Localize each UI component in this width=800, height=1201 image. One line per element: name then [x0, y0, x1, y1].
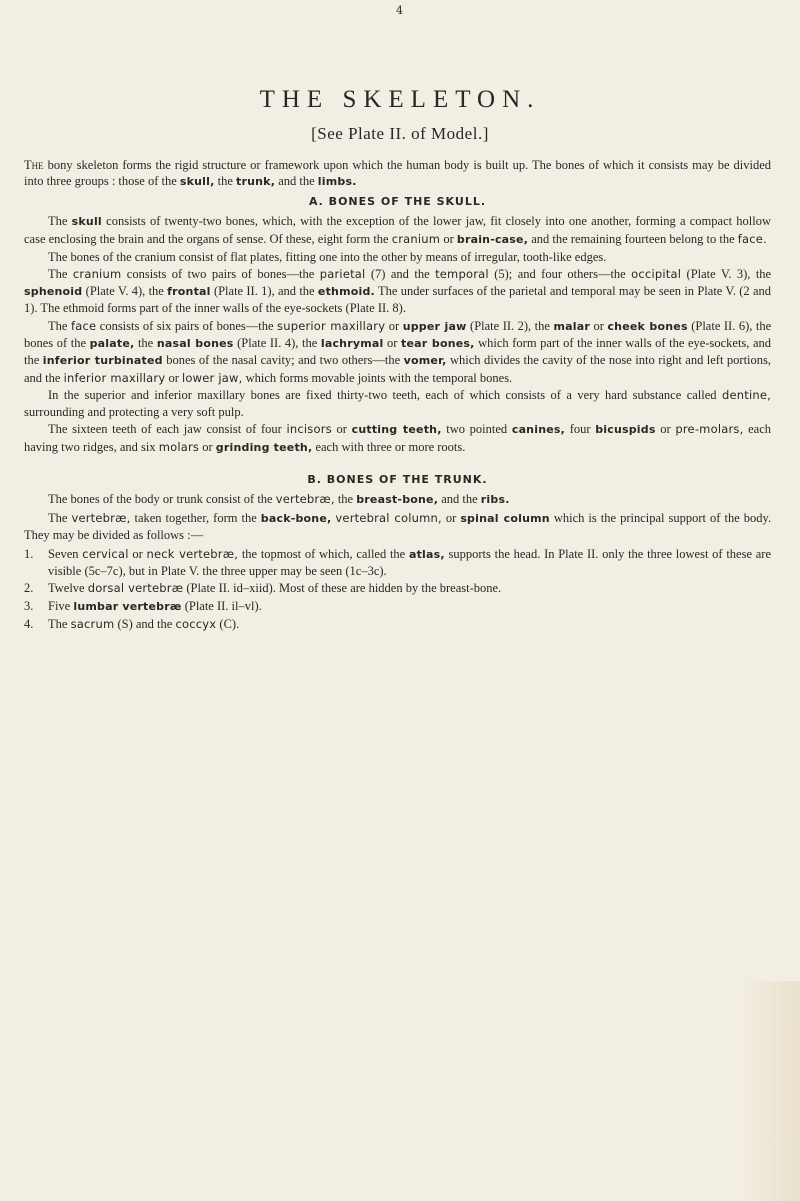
cranium-paragraph: The cranium consists of two pairs of bones—the parietal (7) and the temporal (5); and four others—the occipital (Plate V. 3), the sphenoid (Plate V. 4), the frontal (Plate II. 1), and the ethmoid. The under surfaces of the parietal and temporal may be seen in Plate V. (2 and 1). The ethmoid forms part of the inner walls of the eye-sockets (Plate II. 8).: [24, 267, 772, 316]
teeth-paragraph: In the superior and inferior maxillary bones are fixed thirty-two teeth, each of which consists of a very hard substance called dentine, surrounding and protecting a very soft pulp.: [24, 388, 771, 419]
cranium-plates-paragraph: The bones of the cranium consist of flat plates, fitting one into the other by means of irregular, tooth-like edges.: [48, 250, 607, 265]
list-item-dorsal: 2. Twelve dorsal vertebræ (Plate II. id–xiid). Most of these are hidden by the breast-bone.: [24, 581, 502, 596]
section-heading-trunk: B. BONES OF THE TRUNK.: [307, 472, 488, 486]
list-item-sacrum: 4. The sacrum (S) and the coccyx (C).: [24, 617, 240, 632]
plate-reference: [See Plate II. of Model.]: [311, 124, 489, 143]
vertebral-column-paragraph: The vertebræ, taken together, form the back-bone, vertebral column, or spinal column which is the principal support of the body. They may be divided as follows :—: [24, 510, 772, 543]
page-body: [24, 157, 771, 634]
list-item-cervical: 1. Seven cervical or neck vertebræ, the topmost of which, called the atlas, supports the head. In Plate II. only the three lowest of these are visible (5c–7c), but in Plate V. the three upper may be seen (1c–3c).: [24, 546, 771, 578]
page-number: 4: [396, 4, 404, 17]
intro-paragraph: The bony skeleton forms the rigid structure or framework upon which the human body is built up. The bones of which it consists may be divided into three groups : those of the skull, the trunk, and the limbs.: [24, 158, 772, 189]
face-paragraph: The face consists of six pairs of bones—the superior maxillary or upper jaw (Plate II. 2), the malar or cheek bones (Plate II. 6), the bones of the palate, the nasal bones (Plate II. 4), the lachrymal or tear bones, which form part of the inner walls of the eye-sockets, and the inferior turbinated bones of the nasal cavity; and two others—the vomer, which divides the cavity of the nose into right and left portions, and the inferior maxillary or lower jaw, which forms movable joints with the temporal bones.: [24, 318, 772, 385]
vertebrae-list: [24, 546, 771, 633]
section-heading-skull: A. BONES OF THE SKULL.: [308, 194, 487, 208]
skull-paragraph: The skull consists of twenty-two bones, which, with the exception of the lower jaw, fit closely into one another, forming a compact hollow case enclosing the brain and the organs of sense. Of these, eight form the cranium or brain-case, and the remaining fourteen belong to the face.: [24, 214, 772, 246]
teeth-types-paragraph: The sixteen teeth of each jaw consist of four incisors or cutting teeth, two pointed canines, four bicuspids or pre-molars, each having two ridges, and six molars or grinding teeth, each with three or more roots.: [24, 422, 772, 454]
page-title: THE SKELETON.: [259, 86, 541, 113]
list-item-lumbar: 3. Five lumbar vertebræ (Plate II. il–vl).: [24, 598, 262, 613]
paper-stain: [740, 981, 800, 1201]
trunk-paragraph: The bones of the body or trunk consist of the vertebræ, the breast-bone, and the ribs.: [48, 492, 510, 507]
